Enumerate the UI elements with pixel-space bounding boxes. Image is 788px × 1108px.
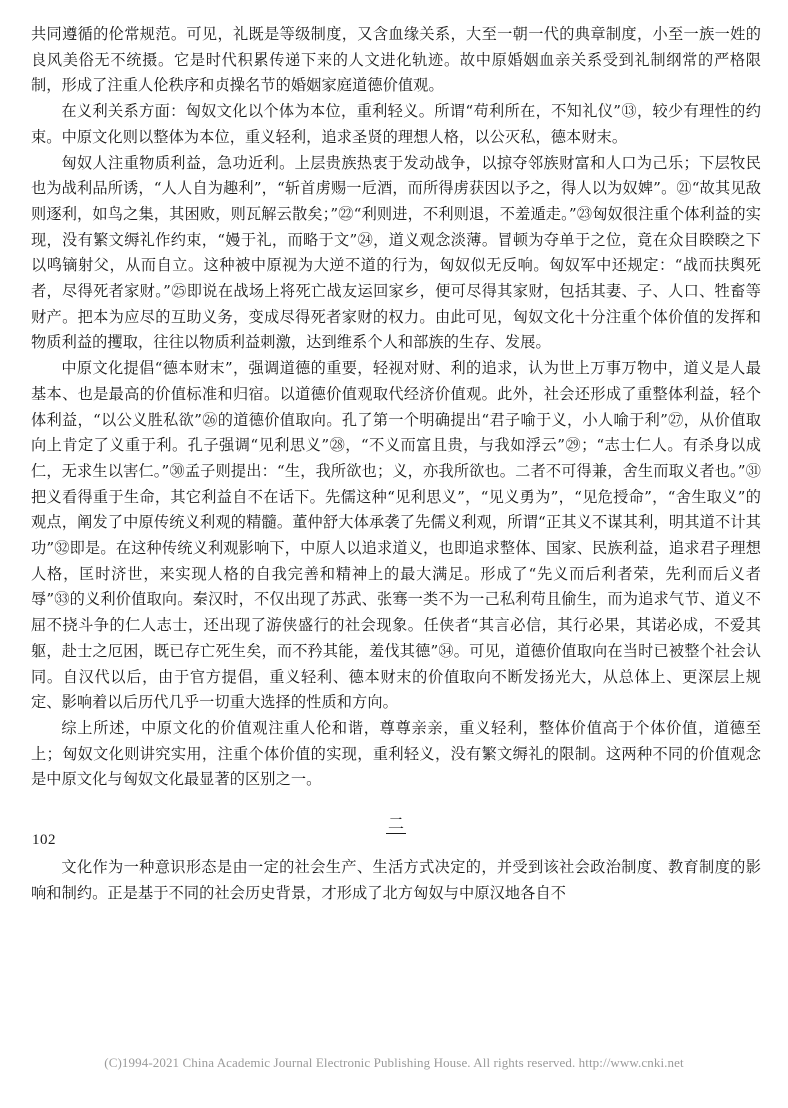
paragraph-2: 在义利关系方面：匈奴文化以个体为本位，重利轻义。所谓“苟利所在，不知礼仪”⑬，较少有理性的约束。中原文化则以整体为本位，重义轻利，追求圣贤的理想人格，以公灭私，德本财末。: [31, 102, 761, 146]
section-heading: [31, 811, 761, 837]
paragraph-4: 中原文化提倡“德本财末”，强调道德的重要，轻视对财、利的追求，认为世上万事万物中，道义是人最基本、也是最高的价值标准和归宿。以道德价值观取代经济价值观。此外，社会还形成了重整体利益，轻个体利益，“以公义胜私欲”㉖的道德价值取向。孔了第一个明确提出“君子喻于义，小人喻于利”㉗，从价值取向上肯定了义重于利。孔子强调“见利思义”㉘，“不义而富且贵，与我如浮云”㉙；“志士仁人。有杀身以成仁，无求生以害仁。”㉚孟子则提出：“生，我所欲也；义，亦我所欲也。二者不可得兼，舍生而取义者也。”㉛把义看得重于生命，其它利益自不在话下。先儒这种“见利思义”，“见义勇为”，“见危授命”，“舍生取义”的观点，阐发了中原传统义利观的精髓。董仲舒大体承袭了先儒义利观，所谓“正其义不谋其利，明其道不计其功”㉜即是。在这种传统义利观影响下，中原人以追求道义，也即追求整体、国家、民族利益，追求君子理想人格，匡时济世，来实现人格的自我完善和精神上的最大满足。形成了“先义而后利者荣，先利而后义者辱”㉝的义利价值取向。秦汉时，不仅出现了苏武、张骞一类不为一己私利苟且偷生，而为追求气节、道义不屈不挠斗争的仁人志士，还出现了游侠盛行的社会现象。任侠者“其言必信，其行必果，其诺必成，不爱其躯，赴士之厄困，既已存亡死生矣，而不矜其能，羞伐其德”㉞。可见，道德价值取向在当时已被整个社会认同。自汉代以后，由于官方提倡，重义轻利、德本财末的价值取向不断发扬光大，从总体上、更深层上规定、影响着以后历代几乎一切重大选择的性质和方向。: [31, 359, 761, 712]
page-number: 102: [32, 832, 56, 848]
paragraph-3: 匈奴人注重物质利益，急功近利。上层贵族热衷于发动战争，以掠夺邻族财富和人口为己乐；下层牧民也为战利品所诱，“人人自为趣利”，“斩首虏赐一卮酒，而所得虏获因以予之，得人以为奴婢”。㉑“故其见敌则逐利，如鸟之集，其困败，则瓦解云散矣；”㉒“利则进，不利则退，不羞遁走。”㉓匈奴很注重个体利益的实现，没有繁文缛礼作约束，“嫚于礼，而略于文”㉔，道义观念淡薄。冒顿为夺单于之位，竟在众目睽睽之下以鸣镝射父，从而自立。这种被中原视为大逆不道的行为，匈奴似无反响。匈奴军中还规定：“战而扶舆死者，尽得死者家财。”㉕即说在战场上将死亡战友运回家乡，便可尽得其家财，包括其妻、子、人口、牲畜等财产。把本为应尽的互助义务，变成尽得死者家财的权力。由此可见，匈奴文化十分注重个体价值的发挥和物质利益的攫取，往往以物质利益刺激，达到维系个人和部族的生存、发展。: [31, 153, 761, 352]
paragraph-1: 共同遵循的伦常规范。可见，礼既是等级制度，又含血缘关系，大至一朝一代的典章制度，小至一族一姓的良风美俗无不统摄。它是时代积累传递下来的人文进化轨迹。故中原婚姻血亲关系受到礼制纲常的严格限制，形成了注重人伦秩序和贞操名节的婚姻家庭道德价值观。: [31, 25, 761, 95]
section-paragraph: 文化作为一种意识形态是由一定的社会生产、生活方式决定的，并受到该社会政治制度、教育制度的影响和制约。正是基于不同的社会历史背景，才形成了北方匈奴与中原汉地各自不: [31, 858, 761, 902]
copyright-footer: (C)1994-2021 China Academic Journal Electronic Publishing House. All rights reserved. http://www.cnki.net: [104, 1055, 684, 1070]
section-number: 二: [387, 814, 404, 834]
article-body: [31, 22, 761, 907]
paragraph-5: 综上所述，中原文化的价值观注重人伦和谐，尊尊亲亲，重义轻利，整体价值高于个体价值，道德至上；匈奴文化则讲究实用，注重个体价值的实现，重利轻义，没有繁文缛礼的限制。这两种不同的价值观念是中原文化与匈奴文化最显著的区别之一。: [31, 718, 761, 789]
